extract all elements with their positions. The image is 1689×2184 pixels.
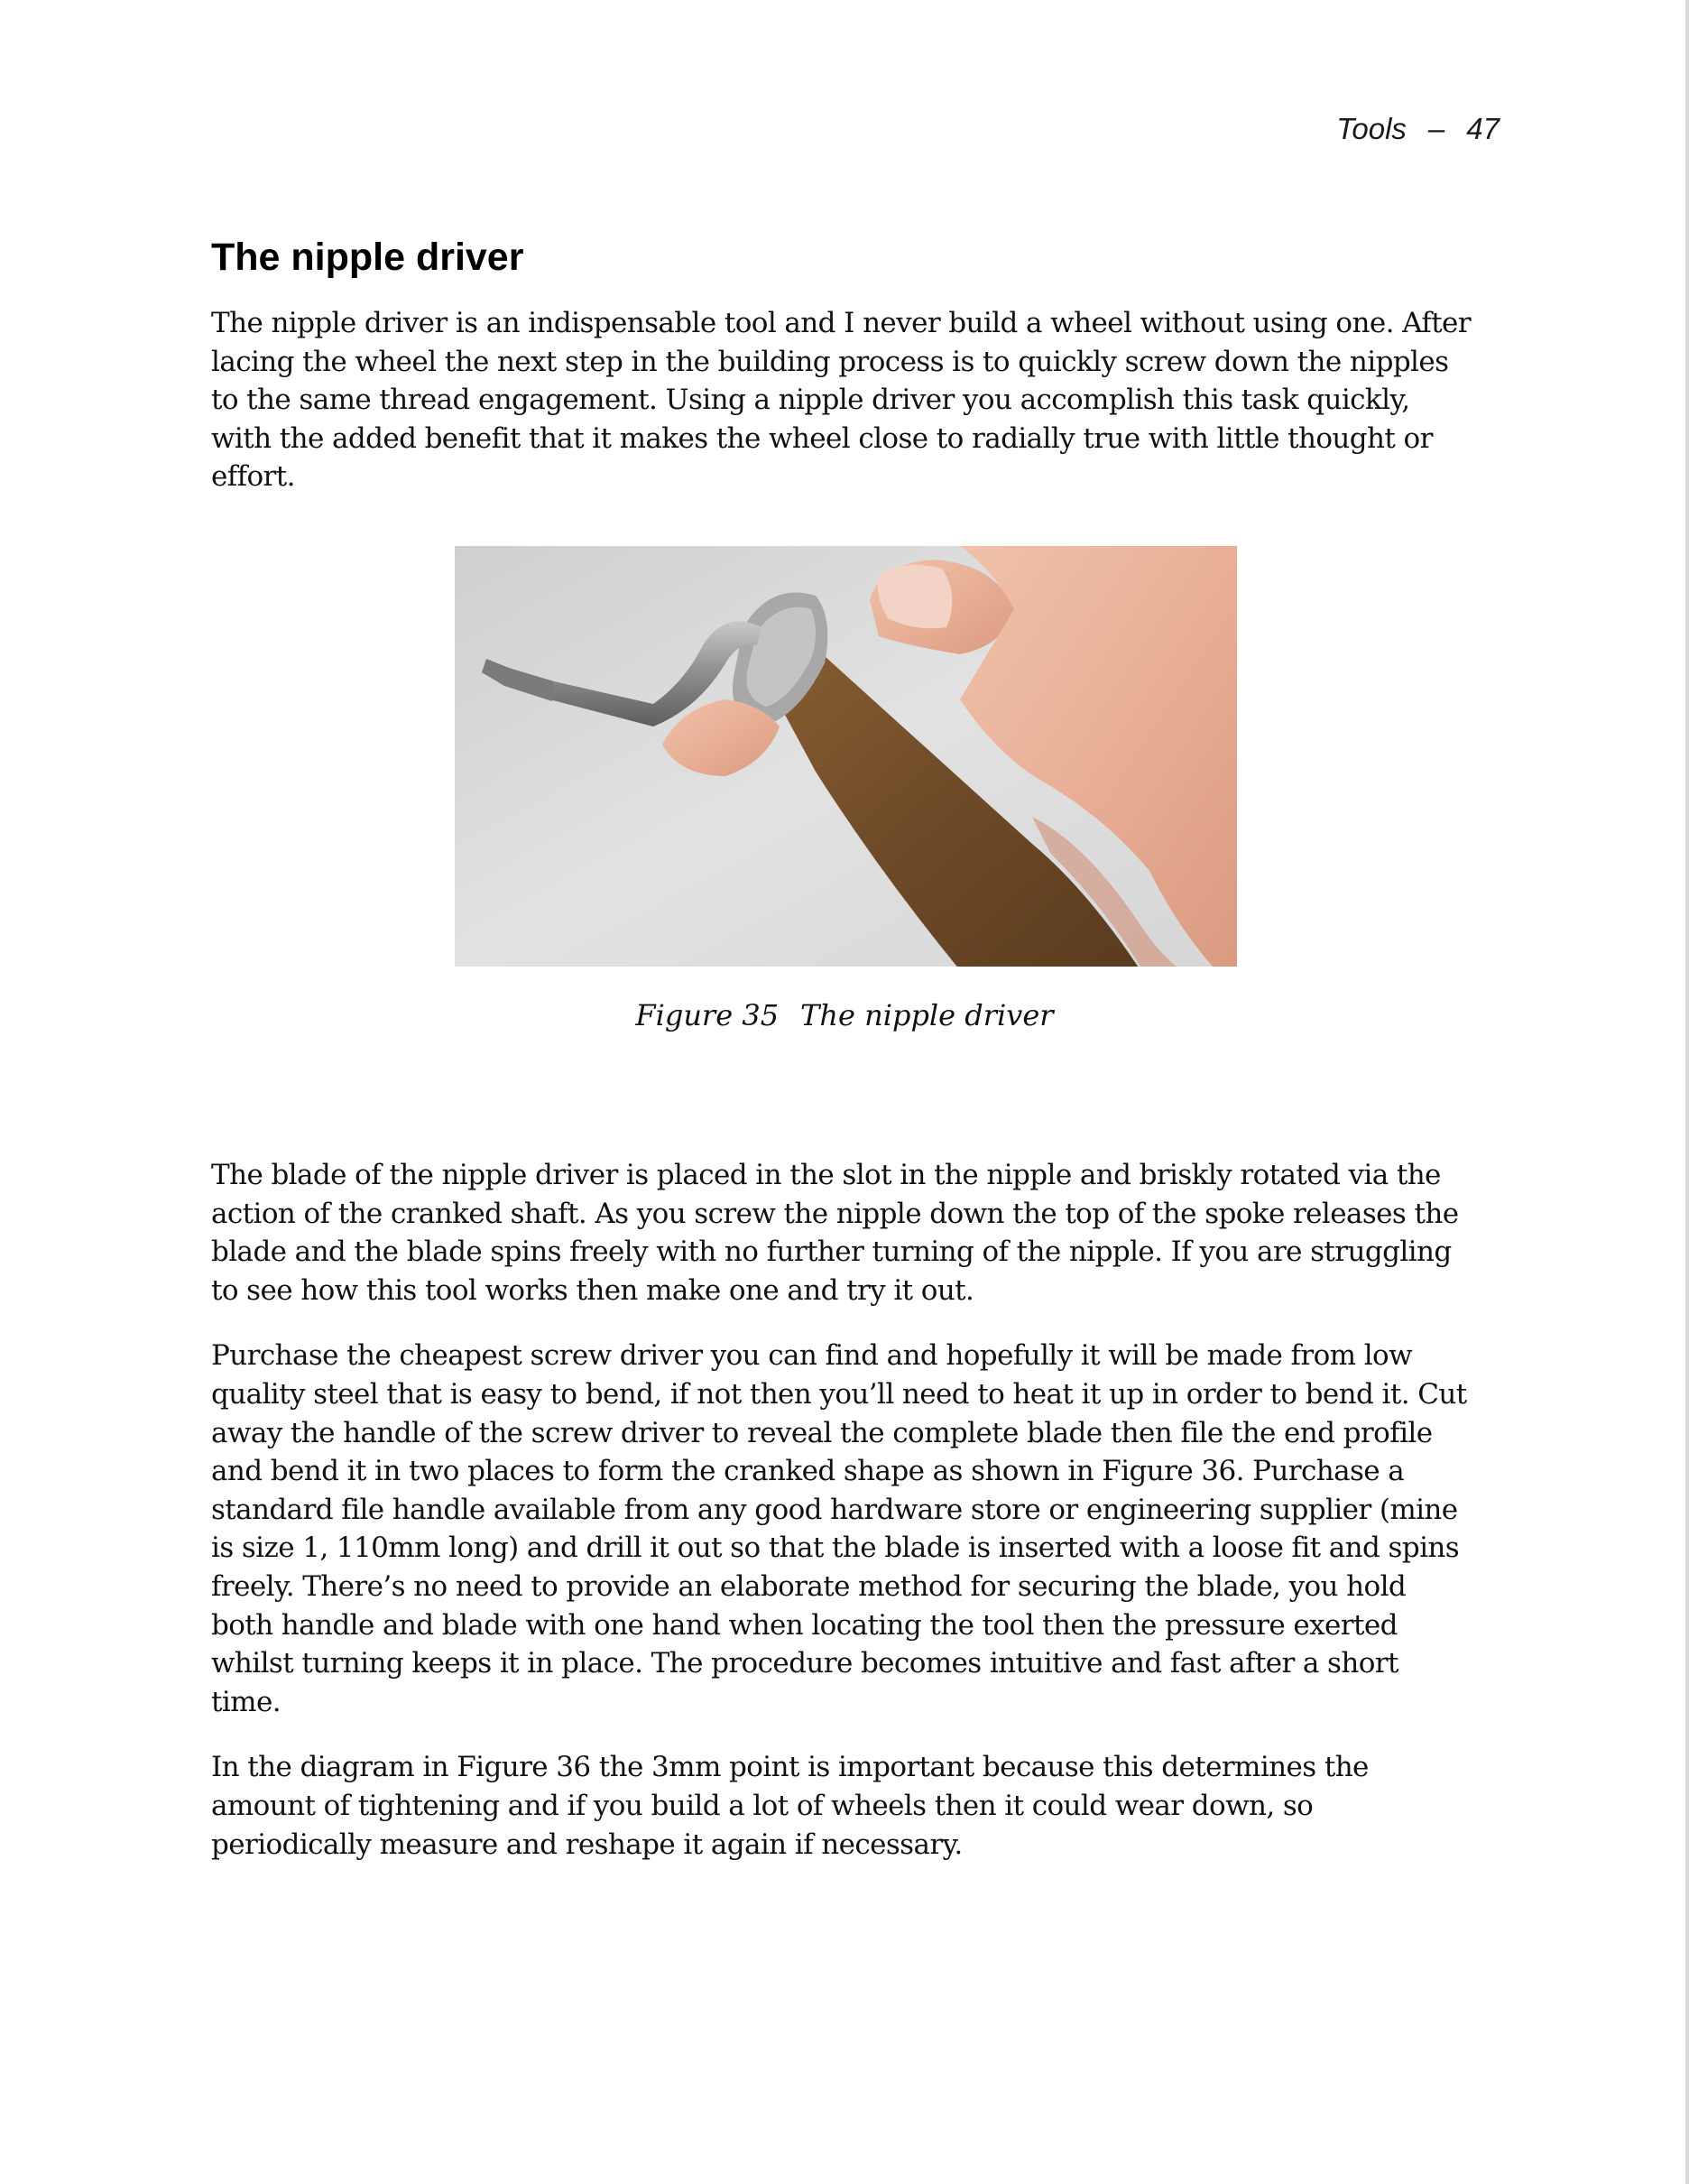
figure-caption <box>0 998 1689 1032</box>
figure-caption-label: Figure 35 <box>635 998 780 1032</box>
figure-caption-text: The nipple driver <box>800 998 1054 1032</box>
header-chapter: Tools <box>1336 112 1407 145</box>
nipple-driver-photo-icon <box>455 546 1237 967</box>
intro-paragraph: The nipple driver is an indispensable tool and I never build a wheel without using one. After lacing the wheel the next step in the building process is to quickly screw down the nipples to the same thread engagement. Using a nipple driver you accomplish this task quickly, with the added benefit that it makes the wheel close to radially true with little thought or effort. <box>211 307 1472 494</box>
body-paragraph-2: Purchase the cheapest screw driver you can find and hopefully it will be made from low quality steel that is easy to bend, if not then you’ll need to heat it up in order to bend it. Cut away the handle of the screw driver to reveal the complete blade then file the end profile and bend it in two places to form the cranked shape as shown in Figure 36. Purchase a standard file handle available from any good hardware store or engineering supplier (mine is size 1, 110mm long) and drill it out so that the blade is inserted with a loose fit and spins freely. There’s no need to provide an elaborate method for securing the blade, you hold both handle and blade with one hand when locating the tool then the pressure exerted whilst turning keeps it in place. The procedure becomes intuitive and fast after a short time. <box>211 1339 1467 1718</box>
nipple-driver-photo <box>455 546 1237 967</box>
section-title: The nipple driver <box>211 236 524 279</box>
body-paragraph-3: In the diagram in Figure 36 the 3mm point is important because this determines the amount of tightening and if you build a lot of wheels then it could wear down, so periodically measure and reshape it again if necessary. <box>211 1751 1369 1861</box>
body-paragraph-1: The blade of the nipple driver is placed in the slot in the nipple and briskly rotated via the action of the cranked shaft. As you screw the nipple down the top of the spoke releases the blade and the blade spins freely with no further turning of the nipple. If you are struggling to see how this tool works then make one and try it out. <box>211 1159 1459 1307</box>
header-separator: – <box>1427 112 1445 145</box>
body-text <box>211 1156 1474 1891</box>
running-header <box>1336 112 1500 146</box>
page-edge-divider <box>1685 0 1689 2184</box>
section-intro <box>211 230 1474 523</box>
header-page-number: 47 <box>1466 112 1500 145</box>
